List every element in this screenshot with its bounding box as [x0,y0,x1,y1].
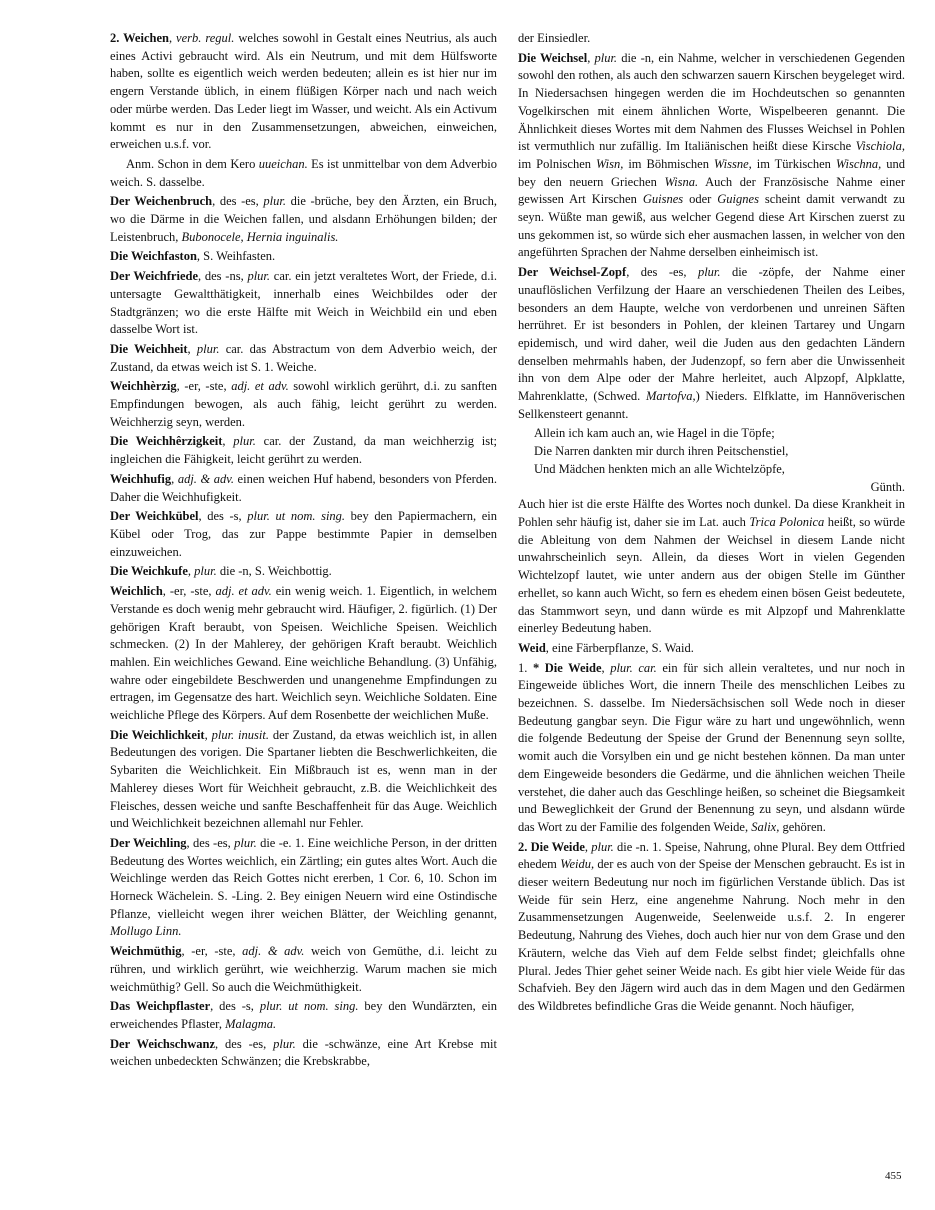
grammar-note: Guignes [717,192,759,207]
entry-text: , S. Weihfasten. [196,249,276,264]
grammar-note: adj. et adv. [231,379,289,394]
entry-text [110,156,497,191]
grammar-note: Guisnes [642,192,684,207]
entry-text: , -er, -ste, [162,584,216,599]
entry-text: im Polnischen [518,156,596,171]
headword: Die Weichkufe [110,564,188,579]
entry-text: 1. [518,660,533,675]
entry-text: , des -s, [198,509,248,524]
entry-text: welches sowohl in Gestalt eines Neutrius, als auch eines Activi gebraucht wird. Als ein Neutrum, und mit dem Hülfsworte haben, sollte es eigentlich weich werden bedeuten; allein es ist hier nur im engern Verstande üblich, in einem flüßigen Körper nach und nach weich oder mürbe werden. Das Leder liegt im Wasser, und weicht. Als ein Activum kommt es nur in den Zusammensetzungen, abweichen, einweichen, erweichen u.s.f. vor. [110,31,497,152]
entry-text: die -n, S. Weichbottig. [216,564,332,579]
grammar-note: Bubonocele, Hernia inguinalis. [181,229,339,244]
entry-text: sowohl wirklich gerührt, d.i. zu sanften Empfindungen bewogen, als auch fähig, leicht gerührt zu werden. Weichherzig seyn, werden. [110,379,498,429]
dictionary-entry [110,248,497,266]
entry-text: , des -es, [212,194,264,209]
verse-line: Die Narren dankten mir durch ihren Peitschenstiel, [534,444,789,459]
entry-text: , [204,727,212,742]
headword: Weid [518,640,546,655]
entry-text: Es ist unmittelbar von dem Adverbio weich. S. dasselbe. [110,156,497,189]
right-column [518,30,905,1018]
entry-text: , [187,564,195,579]
entry-text: Anm. Schon in dem Kero [126,156,259,171]
entry-text: , des -es, [186,835,235,850]
entry-text: , des -s, [210,999,260,1014]
entry-text: weich von Gemüthe, d.i. leicht zu rühren, und wirklich gerührt, wie weichherzig. Warum machen sie mich weichmüthig? Gell. So auch die Weichmüthigkeit. [110,944,497,994]
grammar-note: plur. car. [610,660,657,675]
entry-text: die -n. 1. Speise, Nahrung, ohne Plural. Bey dem Ottfried ehedem [518,839,905,872]
entry-text: die -brüche, bey den Ärzten, ein Bruch, wo die Därme in die Weichen fallen, und alsdann Erhöhungen bilden; der Leistenbruch, [110,194,497,244]
grammar-note: adj. et adv. [215,584,272,599]
grammar-note: Wissne, [713,156,752,171]
grammar-note: plur. [194,564,217,579]
headword: 2. Die Weide [518,839,585,854]
grammar-note: uueichan. [258,156,308,171]
entry-text: einen weichen Huf habend, besonders von Pferden. Daher die Weichhufigkeit. [110,471,497,504]
dictionary-entry [110,998,497,1033]
grammar-note: Trica Polonica [749,514,825,529]
left-column [110,30,497,1073]
dictionary-entry [518,839,905,1016]
grammar-note: adj. & adv. [242,944,305,959]
dictionary-entry [110,508,497,561]
headword: 2. Weichen [110,31,169,45]
headword: Weichmüthig [110,944,182,959]
grammar-note: verb. regul. [176,31,235,45]
grammar-note: plur. [263,194,286,209]
entry-text: Auch der Französische Nahme einer gewissen Art Kirschen [518,174,905,207]
entry-text: car. der Zustand, da man weichherzig ist; ingleichen die Fähigkeit, leicht gerührt zu werden. [110,434,498,467]
headword: Der Weichkübel [110,509,199,524]
entry-text: ein für sich allein veraltetes, und nur noch in Eingeweide übliches Wort, die innern Theile des menschlichen Leibes zu bezeichnen. S. dasselbe. Im Niedersächsischen soll Wede noch in dieser Bedeutung gangbar seyn. Die Figur wäre zu hart und ungewöhnlich, wenn die folgende Bedeutung der Speise der Grund der Benennung seyn sollte, womit auch die Vorsylben ein und ge nicht bestehen können. Da man unter dem Eingeweide besonders die Gedärme, und die ähnlichen weichen Theile verstehet, die daher auch das Geschlinge heißen, so scheinet die Biegsamkeit und Beweglichkeit der Grund der Benennung zu seyn, und alsdann würde das Wort zu der Familie des folgenden Weide, [518,660,906,834]
headword: Der Weichenbruch [110,194,213,209]
entry-text: die -schwänze, eine Art Krebse mit weichen unbedeckten Schwänzen; die Krebskrabbe, [110,1036,497,1069]
dictionary-entry [110,268,497,339]
entry-text: gehören. [779,819,826,834]
dictionary-entry [110,835,497,941]
entry-text [518,496,905,638]
entry-text: , [222,434,234,449]
dictionary-entry [518,640,905,658]
dictionary-entry [110,30,497,154]
entry-text: der Zustand, da etwas weichlich ist, in allen Bedeutungen des vorigen. Die Spartaner liebten die Beschwerlichkeiten, die Sybariten die Weichlichkeit. Ein Mißbrauch ist es, wenn man in der Mahlerey dieses Wort für Weichheit gebraucht, z.B. die Weichlichkeit des Fleisches, dessen weiche und sanfte Beschaffenheit für das Auge. Weichlich und Weichlichkeit bezeichnen allemahl nur Fehler. [110,727,498,831]
verse-attribution: Günth. [870,479,905,494]
grammar-note: Mollugo Linn. [110,924,182,939]
headword: Weichhufig [110,471,172,486]
grammar-note: Wischna, [835,156,882,171]
grammar-note: Weidu, [560,857,595,872]
dictionary-entry [110,433,497,468]
page-number: 455 [885,1170,902,1182]
entry-text: , [587,50,595,65]
grammar-note: plur. inusit. [211,727,269,742]
grammar-note: Martofva, [645,389,696,404]
entry-text: , eine Färberpflanze, S. Waid. [545,640,694,655]
headword: Der Weichschwanz [110,1036,216,1051]
headword: Die Weichsel [518,50,588,65]
dictionary-entry [518,660,905,837]
entry-text: , [187,341,197,356]
entry-text: , [171,471,178,486]
grammar-note: plur. [697,265,721,280]
entry-text: und bey den neuern Griechen [518,156,906,189]
dictionary-entry [110,1036,497,1071]
dictionary-entry [110,943,497,996]
entry-text: car. ein jetzt veraltetes Wort, der Friede, d.i. untersagte Gewaltthätigkeit, innerhalb eines Weichbildes oder der Stadtgränzen; wo die erste Hälfte mit Weich in Weichbild ein und eben dasselbe Wort ist. [110,269,497,337]
dictionary-entry [110,727,497,833]
grammar-note: Vischiola, [855,139,905,154]
entry-text: scheint damit verwandt zu seyn. Wüßte man gewiß, aus welcher Gegend diese Art Kirschen zuerst zu uns gekommen ist, so würde sich eher ausmachen lassen, in welcher von den angeführten Sprachen der Nahme derselben einheimisch ist. [518,192,905,260]
headword: Die Weichheit [110,341,188,356]
grammar-note: plur. [594,50,618,65]
headword: Die Weichlichkeit [110,727,205,742]
dictionary-entry [518,264,905,423]
entry-text: Auch hier ist die erste Hälfte des Wortes noch dunkel. Da diese Krankheit in Pohlen sehr häufig ist, daher sie im Lat. auch [518,497,905,529]
dictionary-entry [110,583,497,725]
dictionary-entry [110,341,497,376]
entry-text: der Einsiedler. [518,31,591,45]
entry-text: , des -ns, [198,269,248,284]
entry-text: , -er, -ste, [181,944,243,959]
grammar-note: plur. [233,434,256,449]
entry-text: heißt, so würde die Ableitung von dem Nahmen der Weichsel in diesem Lande nicht unwahrscheinlich seyn. Allein, da dieses Wort in vielen Gegenden Wichtelzopf lautet, wie unter andern aus der obigen Stelle im Günther erhellet, so kann auch Wicht, so fern es ehedem einen bösen Geist bedeutete, das Stammwort seyn, und dann würde es mit Alpzopf und Mahrenklatte einerley Bedeutung haben. [518,514,906,636]
headword: Weichlich [110,584,163,599]
grammar-note: plur. ut nom. sing. [247,509,346,524]
headword: Weichhèrzig [110,379,177,394]
grammar-note: plur. [234,835,257,850]
entry-text: der es auch von der Speise der Menschen gebraucht. Es ist in dieser weitern Bedeutung nur noch im figürlichen Verstande üblich. Das ist Weide für sein Herz, eine angenehme Nahrung. Noch mehr in den Zusammensetzungen Augenweide, Seelenweide u.s.f. 2. In engerer Bedeutung, Nahrung des Viehes, doch auch hier nur von dem Grase und den Kräutern, welche das Vieh auf dem Felde selbst findet; gleichfalls ohne Plural. Jedes Thier gehet seiner Weide nach. Es gibt hier viele Weide für das Schafvieh. Bey den Jägern wird auch das in dem Magen und den Gedärmen des Wildbretes befindliche Gras die Weide genannt. Noch häufiger, [518,857,905,1013]
entry-text: , des -es, [215,1036,274,1051]
headword: Der Weichling [110,835,187,850]
grammar-note: plur. [273,1036,296,1051]
grammar-note: plur. [196,341,220,356]
dictionary-entry [110,378,497,431]
verse-line: Allein ich kam auch an, wie Hagel in die Töpfe; [534,426,775,441]
dictionary-entry [518,50,905,262]
entry-text: die -e. 1. Eine weichliche Person, in der dritten Bedeutung des Wortes weichlich, ein Zärtling; ein gutes altes Wort. Auch die Weichlinge werden das Reich Gottes nicht ererben, 1 Cor. 6, 10. Schon im Horneck Wächelein. S. -Ling. 2. Bey einigen Neuern wird eine Ostindische Pflanze, vielleicht wegen ihrer weichen Blätter, der Weichling genannt, [110,835,497,921]
grammar-note: Wisna. [664,174,699,189]
entry-text: , [168,31,177,45]
headword: Das Weichpflaster [110,999,211,1014]
entry-text: oder [683,192,718,207]
headword: Die Weichhêrzigkeit [110,434,223,449]
grammar-note: plur. [591,839,614,854]
entry-text: im Türkischen [751,156,836,171]
entry-text: bey den Wundärzten, ein erweichendes Pflaster, [110,999,497,1031]
entry-text: , -er, -ste, [176,379,232,394]
entry-text: ) Nieders. Elfklatte, im Hannöverischen Sellkensteert genannt. [518,389,905,421]
entry-text [518,30,905,48]
grammar-note: adj. & adv. [177,471,234,486]
grammar-note: Wisn, [595,156,624,171]
dictionary-entry [110,563,497,581]
grammar-note: Malagma. [225,1016,277,1031]
entry-text: ein wenig weich. 1. Eigentlich, in welchem Verstande es doch wenig mehr gebraucht wird. Häufiger, 2. figürlich. (1) Der gehörigen Kraft beraubt, von Speisen. Weichliche Speisen. Weichlich schmecken. (2) In der Mahlerey, der gehörigen Kraft beraubt. Weichlich mahlen. Ein weichliches Gewand. Eine weichliche Behandlung. (3) Unfähig, wahre oder eingebildete Beschwerden und unangenehme Empfindungen zu ertragen, im Gegensatze des hart. Weichlich seyn. Weichliche Soldaten. Eine weichliche Pflege des Körpers. Auf dem Rosenbette der weichlichen Muße. [110,584,497,723]
grammar-note: Salix, [751,819,780,834]
entry-text: , des -es, [626,265,698,280]
entry-text: , [601,660,611,675]
verse-line: Und Mädchen henkten mich an alle Wichtelzöpfe, [534,461,785,476]
entry-text: , [584,839,592,854]
entry-text: im Böhmischen [623,156,714,171]
headword: * Die Weide [532,660,602,675]
headword: Der Weichfriede [110,269,198,284]
headword: Der Weichsel-Zopf [518,265,627,280]
entry-text: die -n, ein Nahme, welcher in verschiedenen Gegenden sowohl den rothen, als auch den schwarzen sauern Kirschen beygeleget wird. In Niedersachsen hingegen werden die im Hochdeutschen so genannten Vogelkirschen mit einem ähnlichen Worte, Wispelbeeren genannt. Die Ähnlichkeit dieses Wortes mit dem Nahmen des Flusses Weichsel in Pohlen ist vermuthlich nur zufällig. Im Italiänischen heißt diese Kirsche [518,50,906,154]
headword: Die Weichfaston [110,249,197,264]
entry-text: bey den Papiermachern, ein Kübel oder Trog, das zur Pappe bestimmte Papier in demselben einzuweichen. [110,509,497,559]
grammar-note: plur. ut nom. sing. [259,999,359,1014]
dictionary-entry [110,193,497,246]
entry-text: car. das Abstractum von dem Adverbio weich, der Zustand, da etwas weich ist S. 1. Weiche. [110,341,498,374]
grammar-note: plur. [247,269,271,284]
dictionary-entry [110,471,497,506]
entry-text: die -zöpfe, der Nahme einer unauflöslichen Verfilzung der Haare an verschiedenen Theilen des Leibes, besonders an dem Haupte, welche von verdorbenen und unreinen Säften herrühret. Er ist besonders in Pohlen, der kleinen Tartarey und Ungarn epidemisch, und wird daher, weil die Juden aus den gedachten Ländern denselben mehrmahls haben, der Judenzopf, so fern aber die Unwissenheit ihn von dem Alpe oder der Mahre herleitet, auch Alpzopf, Alpklatte, Mahrenklatte, (Schwed. [518,265,905,404]
